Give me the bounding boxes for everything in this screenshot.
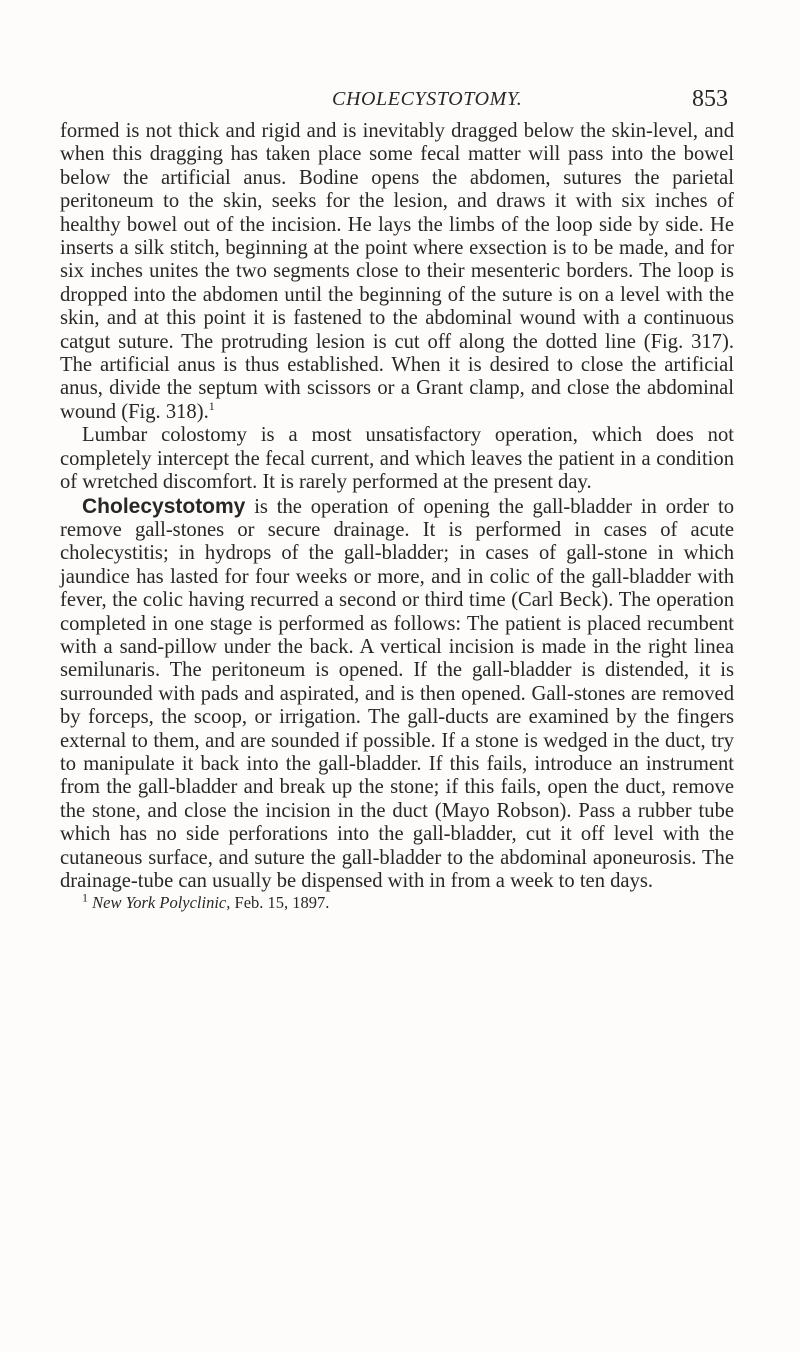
paragraph-text: is the operation of opening the gall-bladder in order to remove gall-stones or secure drainage. It is performed in cases of acute cholecystitis; in hydrops of the gall-bladder; in cases of gall-stone in which jaundice has lasted for four weeks or more, and in colic of the gall-bladder with fever, the colic having recurred a second or third time (Carl Beck). The operation completed in one stage is performed as follows: The patient is placed recumbent with a sand-pillow under the back. A vertical incision is made in the right linea semilunaris. The peritoneum is opened. If the gall-bladder is distended, it is surrounded with pads and aspirated, and is then opened. Gall-stones are removed by forceps, the scoop, or irrigation. The gall-ducts are examined by the fingers external to them, and are sounded if possible. If a stone is wedged in the duct, try to manipulate it back into the gall-bladder. If this fails, introduce an instrument from the gall-bladder and break up the stone; if this fails, open the duct, remove the stone, and close the incision in the duct (Mayo Robson). Pass a rubber tube which has no side perforations into the gall-bladder, cut it off level with the cutaneous surface, and suture the gall-bladder to the abdominal aponeurosis. The drainage-tube can usually be dispensed with in from a week to ten days. [60, 495, 734, 892]
footnote-marker: 1 [82, 890, 88, 905]
paragraph-text: formed is not thick and rigid and is inevitably dragged below the skin-level, and when this dragging has taken place some fecal matter will pass into the bowel below the artificial anus. Bodine opens the abdomen, sutures the parietal peritoneum to the skin, seeks for the lesion, and draws it with six inches of healthy bowel out of the incision. He lays the limbs of the loop side by side. He inserts a silk stitch, beginning at the point where exsection is to be made, and for six inches unites the two segments close to their mesenteric borders. The loop is dropped into the abdomen until the beginning of the suture is on a level with the skin, and at this point it is fastened to the abdominal wound with a continuous catgut suture. The protruding lesion is cut off along the dotted line (Fig. 317). The artificial anus is thus established. When it is desired to close the artificial anus, divide the septum with scissors or a Grant clamp, and close the abdominal wound (Fig. 318). [60, 120, 734, 423]
footnote-journal: New York Polyclinic, [92, 893, 231, 913]
page-number: 853 [692, 86, 728, 112]
paragraph-cholecystotomy [60, 495, 734, 894]
running-title: CHOLECYSTOTOMY. [332, 88, 523, 110]
page-header [60, 86, 740, 116]
body-text [60, 120, 734, 913]
footnote [60, 890, 734, 913]
paragraph-colostomy-continued [60, 120, 734, 424]
section-term: Cholecystotomy [82, 494, 246, 518]
footnote-date: Feb. 15, 1897. [230, 893, 330, 913]
footnote-reference: 1 [208, 399, 215, 414]
paragraph-lumbar-colostomy: Lumbar colostomy is a most unsatisfactory operation, which does not completely intercept the fecal current, and which leaves the patient in a condition of wretched discomfort. It is rarely performed at the present day. [60, 424, 734, 494]
